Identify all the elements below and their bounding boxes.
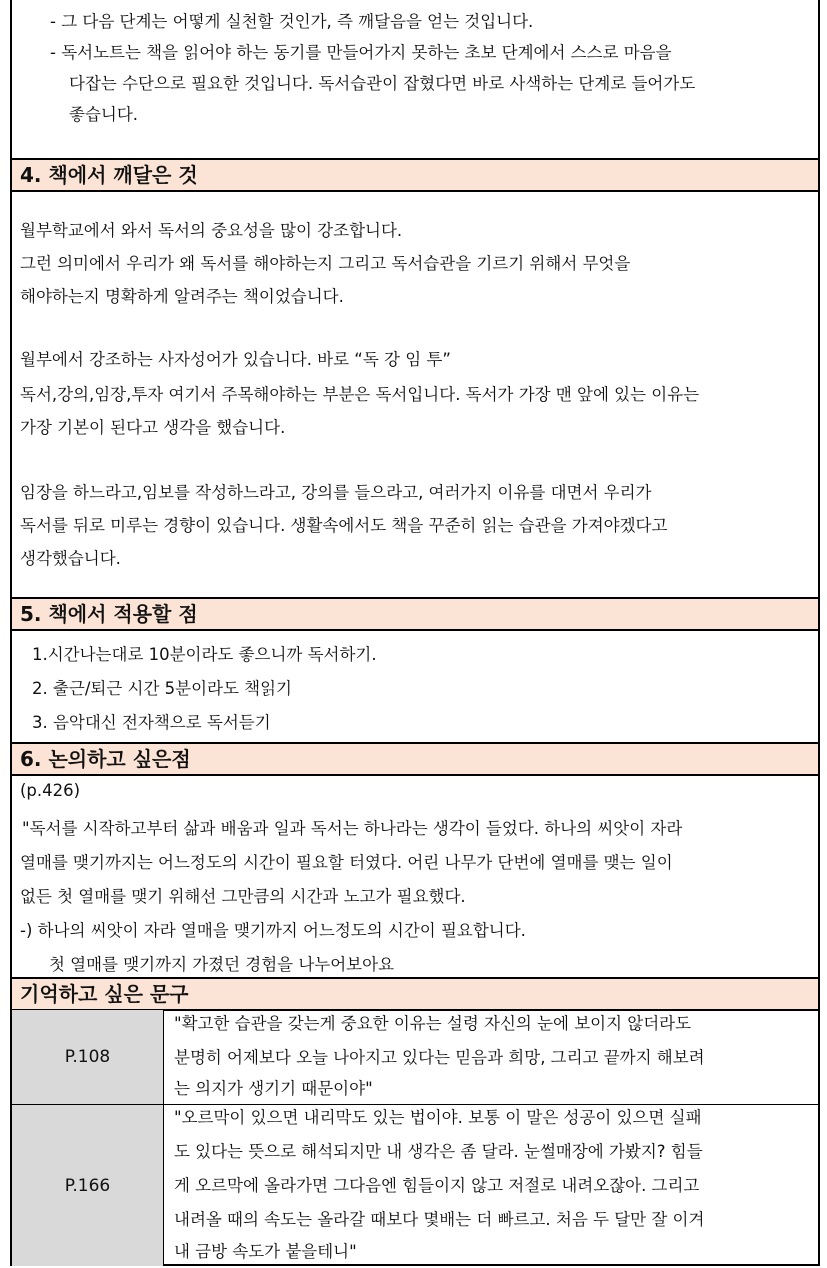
section-5-body	[12, 631, 818, 742]
quote-line: "오르막이 있으면 내리막도 있는 법이야. 보통 이 말은 성공이 있으면 실패	[174, 1108, 702, 1127]
section-4-line: 가장 기본이 된다고 생각을 했습니다.	[20, 418, 286, 437]
quote-line: 는 의지가 생기기 때문이야"	[174, 1079, 373, 1098]
section-6-line: -) 하나의 씨앗이 자라 열매을 맺기까지 어느정도의 시간이 필요합니다.	[20, 921, 526, 940]
intro-line: - 그 다음 단계는 어떻게 실천할 것인가, 즉 깨달음을 얻는 것입니다.	[50, 12, 534, 31]
intro-block	[12, 0, 818, 158]
section-4-line: 그런 의미에서 우리가 왜 독서를 해야하는지 그리고 독서습관을 기르기 위해서 무엇을	[20, 254, 631, 273]
reading-note-page	[10, 0, 820, 1266]
section-6-header: 6. 논의하고 싶은점	[12, 742, 818, 776]
section-5-line: 1.시간나는대로 10분이라도 좋으니까 독서하기.	[32, 645, 377, 664]
quote-page-number: P.166	[12, 1105, 164, 1266]
quotes-section-header: 기억하고 싶은 문구	[12, 977, 818, 1011]
section-4-header: 4. 책에서 깨달은 것	[12, 158, 818, 192]
quote-row-p166	[12, 1104, 818, 1266]
section-4-line: 월부학교에서 와서 독서의 중요성을 많이 강조합니다.	[20, 221, 403, 240]
section-6-line: (p.426)	[20, 781, 81, 800]
section-4-line: 생각했습니다.	[20, 549, 121, 568]
section-6-line: 첫 열매를 맺기까지 가졌던 경험을 나누어보아요	[49, 955, 395, 974]
intro-line: - 독서노트는 책을 읽어야 하는 동기를 만들어가지 못하는 초보 단계에서 스스로 마음을	[50, 43, 672, 62]
section-6-line: "독서를 시작하고부터 삶과 배움과 일과 독서는 하나라는 생각이 들었다. 하나의 씨앗이 자라	[22, 819, 683, 838]
section-5-line: 2. 출근/퇴근 시간 5분이라도 책읽기	[32, 679, 292, 698]
section-4-line: 월부에서 강조하는 사자성어가 있습니다. 바로 “독 강 임 투”	[20, 350, 451, 369]
quote-page-number: P.108	[12, 1010, 164, 1104]
intro-line: 좋습니다.	[69, 105, 139, 124]
intro-line: 다잡는 수단으로 필요한 것입니다. 독서습관이 잡혔다면 바로 사색하는 단계로 들어가도	[69, 74, 696, 93]
section-5-line: 3. 음악대신 전자책으로 독서듣기	[32, 713, 271, 732]
section-6-line: 열매를 맺기까지는 어느정도의 시간이 필요할 터였다. 어린 나무가 단번에 열매를 맺는 일이	[20, 853, 673, 872]
section-4-line: 독서를 뒤로 미루는 경향이 있습니다. 생활속에서도 책을 꾸준히 읽는 습관을 가져야겠다고	[20, 516, 668, 535]
quote-line: 분명히 어제보다 오늘 나아지고 있다는 믿음과 희망, 그리고 끝까지 해보려	[174, 1048, 705, 1067]
section-4-body	[12, 192, 818, 597]
quote-line: 도 있다는 뜻으로 해석되지만 내 생각은 좀 달라. 눈썰매장에 가봤지? 힘들	[174, 1142, 703, 1161]
section-4-line: 독서,강의,임장,투자 여기서 주목해야하는 부분은 독서입니다. 독서가 가장 맨 앞에 있는 이유는	[20, 385, 700, 404]
section-5-header: 5. 책에서 적용할 점	[12, 597, 818, 631]
quote-row-p108	[12, 1010, 818, 1104]
quote-line: 내려올 때의 속도는 올라갈 때보다 몇배는 더 빠르고. 처음 두 달만 잘 이겨	[174, 1210, 705, 1229]
section-4-line: 임장을 하느라고,임보를 작성하느라고, 강의를 들으라고, 여러가지 이유를 대면서 우리가	[20, 483, 652, 502]
quote-line: 게 오르막에 올라가면 그다음엔 힘들이지 않고 저절로 내려오잖아. 그리고	[174, 1176, 700, 1195]
quote-line: "확고한 습관을 갖는게 중요한 이유는 설령 자신의 눈에 보이지 않더라도	[174, 1014, 692, 1033]
quote-line: 내 금방 속도가 붙을테니"	[174, 1242, 357, 1261]
section-6-body	[12, 776, 818, 977]
section-6-line: 없든 첫 열매를 맺기 위해선 그만큼의 시간과 노고가 필요했다.	[20, 887, 466, 906]
section-4-line: 해야하는지 명확하게 알려주는 책이었습니다.	[20, 287, 344, 306]
